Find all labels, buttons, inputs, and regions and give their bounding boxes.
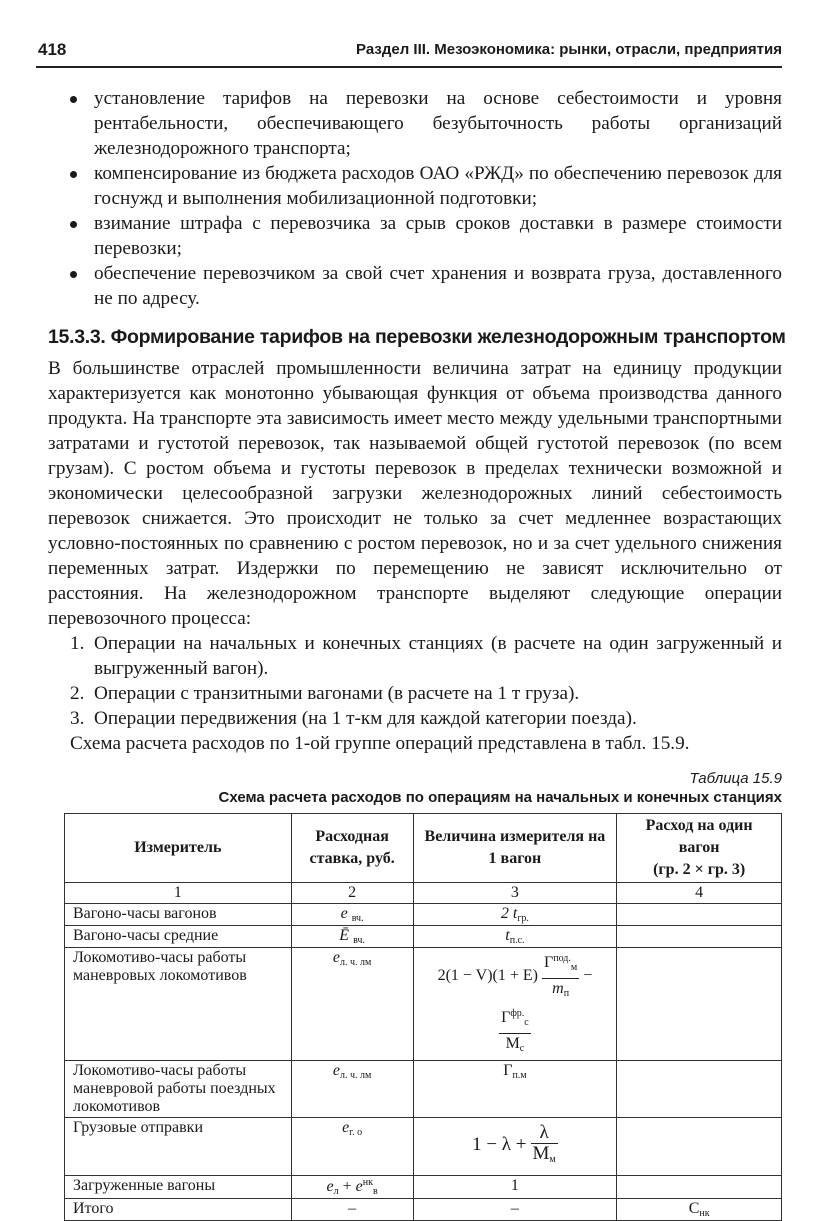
list-item: 1. Операции на начальных и конечных станциях (в расчете на один загруженный и выгруженный вагон).	[70, 633, 782, 679]
section-header-title: Раздел III. Мезоэкономика: рынки, отрасли, предприятия	[356, 41, 782, 58]
bullet-icon	[70, 171, 77, 178]
table-caption: Таблица 15.9	[689, 770, 782, 787]
section-heading: 15.3.3. Формирование тарифов на перевозки железнодорожным транспортом	[48, 326, 786, 348]
table-row: Грузовые отправки $e_{г. о}$ 1 − λ + $\frac{\lambda}{М_м}$	[65, 1118, 782, 1176]
list-item: обеспечение перевозчиком за свой счет хранения и возврата груза, доставленного не по адресу.	[48, 261, 782, 311]
table-title: Схема расчета расходов по операциям на начальных и конечных станциях	[218, 789, 782, 806]
main-text	[48, 86, 786, 756]
bullet-icon	[70, 96, 77, 103]
running-header	[36, 36, 782, 68]
table-header-row	[65, 814, 782, 883]
header-rate: Расходная ставка, руб.	[291, 814, 413, 883]
list-item: 2. Операции с транзитными вагонами (в расчете на 1 т груза).	[70, 683, 580, 704]
header-value: Величина измерителя на 1 вагон	[413, 814, 617, 883]
header-cost: Расход на один вагон (гр. 2 × гр. 3)	[617, 814, 782, 883]
table-row: Вагоно-часы вагонов e $_{вч.}$ 2 $t_{гр.}$	[65, 904, 782, 926]
table-row: Вагоно-часы средние Ē $_{вч.}$ $t_{п.с.}$	[65, 926, 782, 948]
table-total-row: Итого – – $С_{нк}$	[65, 1199, 782, 1221]
list-item: установление тарифов на перевозки на основе себестоимости и уровня рентабельности, обеспечивающего безубыточность работы организаций железнодорожного транспорта;	[48, 86, 782, 161]
bullet-list	[48, 86, 782, 311]
bullet-icon	[70, 221, 77, 228]
column-number-row: 1 2 3 4	[65, 883, 782, 904]
cost-table	[64, 813, 782, 1221]
list-item: взимание штрафа с перевозчика за срыв сроков доставки в размере стоимости перевозки;	[48, 211, 782, 261]
operations-list	[48, 631, 782, 731]
table-reference-text: Схема расчета расходов по 1-ой группе операций представлена в табл. 15.9.	[70, 733, 690, 754]
header-measure: Измеритель	[65, 814, 292, 883]
body-paragraph: В большинстве отраслей промышленности величина затрат на единицу продукции характеризуется как монотонно убывающая функция от объема производства данного продукта. На транспорте эта зависимость имеет место между удельными транспортными затратами и густотой перевозок, так называемой общей густотой перевозок (по всем грузам). С ростом объема и густоты перевозок в пределах технически возможной и экономически целесообразной загрузки железнодорожных линий себестоимость перевозок снижается. Это происходит не только за счет медленнее возрастающих условно-постоянных по сравнению с ростом перевозок, но и за счет удельного снижения переменных затрат. Издержки по перемещению не зависят исключительно от расстояния. На железнодорожном транспорте выделяют следующие операции перевозочного процесса:	[48, 358, 782, 629]
formula-shipments: 1 − λ + $\frac{\lambda}{М_м}$	[413, 1118, 617, 1176]
table-row: Локомотиво-часы работы маневровой работы поездных локомотивов $e_{л. ч. лм}$ $Г_{п.м}$	[65, 1061, 782, 1118]
formula-locomotive: 2(1 − V)(1 + E) $\frac{Г^{под.}_м}{m_п}$ − $\frac{Г^{фр.}_с}{М_с}$	[413, 948, 617, 1061]
page-number: 418	[38, 40, 67, 59]
list-item: 3. Операции передвижения (на 1 т-км для каждой категории поезда).	[70, 708, 637, 729]
table-row: Загруженные вагоны $e_л + e^{нк}_в$ 1	[65, 1176, 782, 1199]
list-item: компенсирование из бюджета расходов ОАО «РЖД» по обеспечению перевозок для госнужд и выполнения мобилизационной подготовки;	[48, 161, 782, 211]
table-row: Локомотиво-часы работы маневровых локомотивов $e_{л. ч. лм}$ 2(1 − V)(1 + E) $\frac{Г^{под.}_м}{m_п}$ − $\frac{Г^{фр.}_с}{М_с}$	[65, 948, 782, 1061]
bullet-icon	[70, 271, 77, 278]
